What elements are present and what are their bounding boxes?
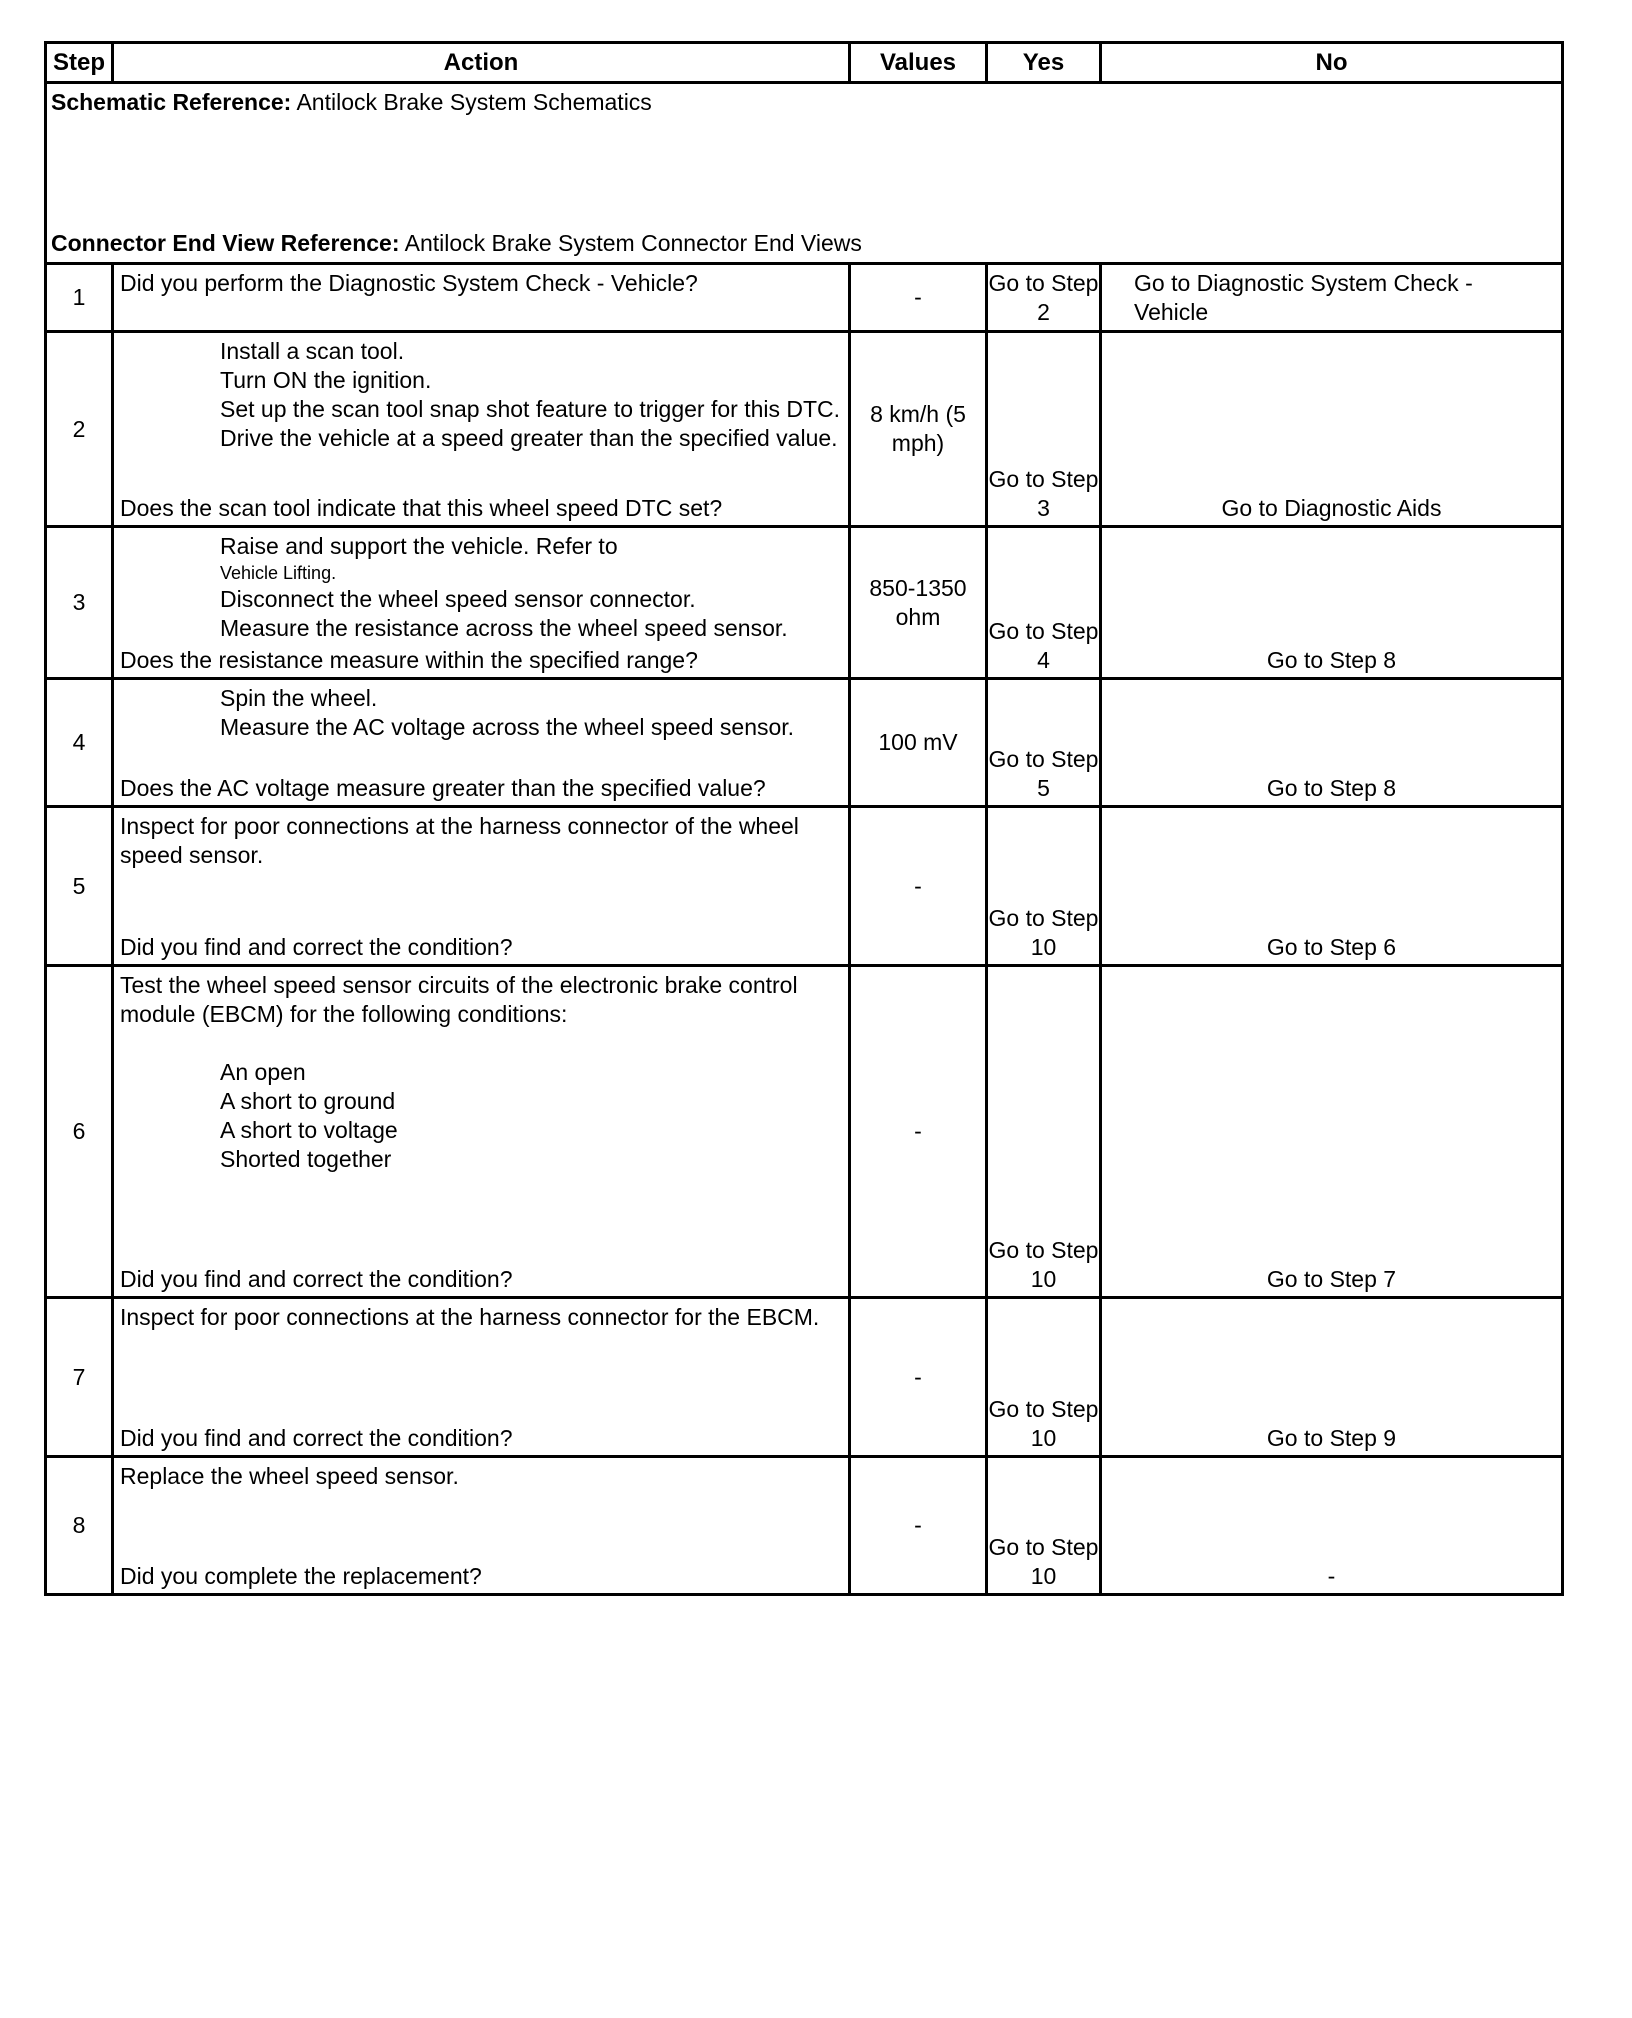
step-row: [46, 1457, 1563, 1595]
action-question: Does the resistance measure within the specified range?: [120, 647, 698, 673]
action-substep: Vehicle Lifting.: [220, 563, 337, 583]
action-substep: Measure the resistance across the wheel speed sensor.: [220, 615, 788, 641]
header-no: No: [1101, 43, 1563, 83]
action-instructions: [120, 1462, 842, 1491]
step-number: 2: [46, 332, 113, 527]
action-instructions: [120, 971, 842, 1174]
header-step: Step: [46, 43, 113, 83]
step-number: 8: [46, 1457, 113, 1595]
yes-cell: Go to Step 10: [987, 966, 1101, 1298]
no-cell: Go to Step 6: [1101, 807, 1563, 966]
action-substeps: [120, 1058, 842, 1174]
step-number: 1: [46, 264, 113, 332]
action-substep: Install a scan tool.: [220, 338, 405, 364]
action-cell: [113, 966, 850, 1298]
yes-cell: Go to Step 3: [987, 332, 1101, 527]
value-cell: -: [850, 807, 987, 966]
action-instructions: [120, 337, 842, 453]
step-number: 6: [46, 966, 113, 1298]
yes-cell: Go to Step 10: [987, 807, 1101, 966]
action-substeps: [120, 684, 842, 742]
reference-cell: [46, 83, 1563, 264]
action-instructions: [120, 532, 842, 643]
action-instructions: [120, 812, 842, 870]
action-intro: Inspect for poor connections at the harness connector for the EBCM.: [120, 1304, 820, 1330]
action-substep: An open: [220, 1059, 306, 1085]
action-question: Did you find and correct the condition?: [120, 1425, 513, 1451]
action-substep: Shorted together: [220, 1146, 392, 1172]
step-row: [46, 527, 1563, 679]
action-question: Did you find and correct the condition?: [120, 1266, 513, 1292]
schematic-reference: [51, 88, 1557, 117]
action-substep: Raise and support the vehicle. Refer to: [220, 533, 618, 559]
action-instructions: [120, 269, 842, 298]
action-cell: [113, 332, 850, 527]
action-substeps: [120, 532, 842, 643]
value-cell: 850-1350 ohm: [850, 527, 987, 679]
action-instructions: [120, 684, 842, 742]
action-question: Does the AC voltage measure greater than the specified value?: [120, 775, 766, 801]
value-cell: 100 mV: [850, 679, 987, 807]
header-yes: Yes: [987, 43, 1101, 83]
action-cell: [113, 264, 850, 332]
schematic-reference-label: Schematic Reference:: [51, 89, 292, 115]
step-number: 7: [46, 1298, 113, 1457]
connector-reference-label: Connector End View Reference:: [51, 230, 400, 256]
reference-row: [46, 83, 1563, 264]
diagnostic-table: [44, 41, 1564, 1596]
step-row: [46, 807, 1563, 966]
value-cell: -: [850, 1298, 987, 1457]
value-cell: -: [850, 966, 987, 1298]
step-row: [46, 332, 1563, 527]
no-cell: Go to Step 8: [1101, 527, 1563, 679]
action-cell: [113, 1457, 850, 1595]
action-intro: Did you perform the Diagnostic System Check - Vehicle?: [120, 270, 698, 296]
no-cell: -: [1101, 1457, 1563, 1595]
no-cell: Go to Step 9: [1101, 1298, 1563, 1457]
action-substeps: [120, 337, 842, 453]
action-substep: Set up the scan tool snap shot feature to trigger for this DTC.: [220, 396, 841, 422]
step-row: [46, 264, 1563, 332]
step-number: 4: [46, 679, 113, 807]
no-cell: Go to Diagnostic Aids: [1101, 332, 1563, 527]
connector-reference-value: Antilock Brake System Connector End Views: [399, 230, 862, 256]
action-substep: Turn ON the ignition.: [220, 367, 432, 393]
action-substep: Spin the wheel.: [220, 685, 378, 711]
action-intro: Inspect for poor connections at the harness connector of the wheel speed sensor.: [120, 813, 799, 868]
header-values: Values: [850, 43, 987, 83]
no-cell: Go to Diagnostic System Check - Vehicle: [1101, 264, 1563, 332]
action-substep: Disconnect the wheel speed sensor connector.: [220, 586, 696, 612]
no-cell: Go to Step 8: [1101, 679, 1563, 807]
yes-cell: Go to Step 2: [987, 264, 1101, 332]
yes-cell: Go to Step 5: [987, 679, 1101, 807]
yes-cell: Go to Step 4: [987, 527, 1101, 679]
action-instructions: [120, 1303, 842, 1332]
value-cell: -: [850, 1457, 987, 1595]
action-question: Did you find and correct the condition?: [120, 934, 513, 960]
action-cell: [113, 679, 850, 807]
action-intro: Replace the wheel speed sensor.: [120, 1463, 459, 1489]
no-cell: Go to Step 7: [1101, 966, 1563, 1298]
header-action: Action: [113, 43, 850, 83]
action-substep: Measure the AC voltage across the wheel speed sensor.: [220, 714, 795, 740]
action-cell: [113, 1298, 850, 1457]
schematic-reference-value: Antilock Brake System Schematics: [291, 89, 652, 115]
action-question: Does the scan tool indicate that this wheel speed DTC set?: [120, 495, 723, 521]
connector-reference: [51, 229, 862, 258]
action-cell: [113, 527, 850, 679]
action-substep: Drive the vehicle at a speed greater than the specified value.: [220, 425, 838, 451]
step-number: 5: [46, 807, 113, 966]
action-cell: [113, 807, 850, 966]
yes-cell: Go to Step 10: [987, 1457, 1101, 1595]
step-number: 3: [46, 527, 113, 679]
yes-cell: Go to Step 10: [987, 1298, 1101, 1457]
action-intro: Test the wheel speed sensor circuits of the electronic brake control module (EBCM) for the following conditions:: [120, 972, 798, 1027]
step-row: [46, 679, 1563, 807]
header-row: [46, 43, 1563, 83]
action-question: Did you complete the replacement?: [120, 1563, 482, 1589]
action-substep: A short to voltage: [220, 1117, 398, 1143]
step-row: [46, 966, 1563, 1298]
step-row: [46, 1298, 1563, 1457]
action-substep: A short to ground: [220, 1088, 396, 1114]
value-cell: -: [850, 264, 987, 332]
value-cell: 8 km/h (5 mph): [850, 332, 987, 527]
